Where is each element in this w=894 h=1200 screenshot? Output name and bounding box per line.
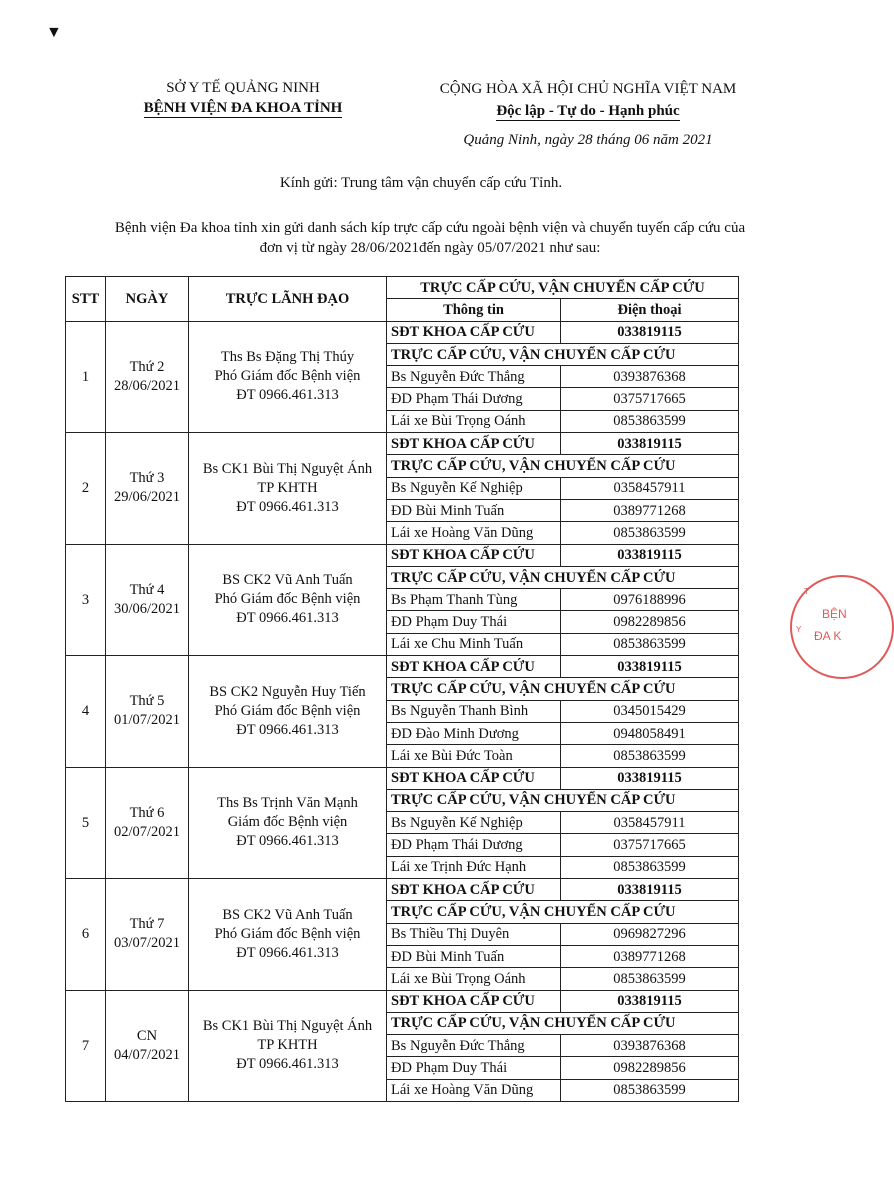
recipient-line: Kính gửi: Trung tâm vận chuyển cấp cứu Tỉnh. (279, 175, 563, 191)
hospital-name: BỆNH VIỆN ĐA KHOA TỈNH (143, 100, 343, 116)
leader-title: TP KHTH (257, 479, 318, 496)
doctor-name: Bs Nguyễn Kế Nghiệp (387, 477, 561, 499)
hotline-number: 033819115 (561, 544, 739, 566)
doctor-name: Bs Nguyễn Thanh Bình (387, 700, 561, 722)
duty-group-label: TRỰC CẤP CỨU, VẬN CHUYỂN CẤP CỨU (387, 901, 739, 923)
row-day (106, 656, 189, 767)
leader-phone: ĐT 0966.461.313 (236, 387, 339, 404)
driver-name: Lái xe Bùi Trọng Oánh (387, 410, 561, 432)
row-weekday: Thứ 5 (129, 693, 165, 710)
leader-phone: ĐT 0966.461.313 (236, 833, 339, 850)
col-group-header: TRỰC CẤP CỨU, VẬN CHUYỂN CẤP CỨU (387, 277, 739, 299)
row-stt: 1 (66, 321, 106, 432)
col-day-header: NGÀY (106, 277, 189, 322)
row-day (106, 879, 189, 990)
row-weekday: Thứ 4 (129, 581, 165, 598)
row-leader (189, 656, 387, 767)
nurse-name: ĐD Phạm Duy Thái (387, 1057, 561, 1079)
doctor-name: Bs Thiều Thị Duyên (387, 923, 561, 945)
leader-name: BS CK2 Nguyễn Huy Tiến (209, 683, 366, 700)
nurse-name: ĐD Phạm Duy Thái (387, 611, 561, 633)
duty-group-label: TRỰC CẤP CỨU, VẬN CHUYỂN CẤP CỨU (387, 566, 739, 588)
driver-phone: 0853863599 (561, 745, 739, 767)
row-date: 02/07/2021 (113, 823, 181, 840)
hotline-label: SĐT KHOA CẤP CỨU (387, 990, 561, 1012)
row-day (106, 433, 189, 544)
stamp-text-1: BỆN (822, 607, 847, 621)
duty-schedule-table (65, 276, 739, 1102)
row-leader (189, 767, 387, 878)
leader-title: Phó Giám đốc Bệnh viện (214, 368, 361, 385)
doctor-name: Bs Nguyễn Kế Nghiệp (387, 812, 561, 834)
row-stt: 5 (66, 767, 106, 878)
motto: Độc lập - Tự do - Hạnh phúc (496, 103, 680, 119)
driver-phone: 0853863599 (561, 410, 739, 432)
duty-group-label: TRỰC CẤP CỨU, VẬN CHUYỂN CẤP CỨU (387, 789, 739, 811)
intro-line-2: đơn vị từ ngày 28/06/2021đến ngày 05/07/2021 như sau: (259, 240, 601, 256)
table-row (66, 433, 739, 455)
doctor-phone: 0393876368 (561, 1035, 739, 1057)
nurse-phone: 0389771268 (561, 945, 739, 967)
doctor-phone: 0358457911 (561, 812, 739, 834)
row-date: 01/07/2021 (113, 712, 181, 729)
hotline-number: 033819115 (561, 433, 739, 455)
row-date: 04/07/2021 (113, 1046, 181, 1063)
table-row (66, 990, 739, 1012)
row-date: 30/06/2021 (113, 600, 181, 617)
duty-group-label: TRỰC CẤP CỨU, VẬN CHUYỂN CẤP CỨU (387, 455, 739, 477)
hotline-number: 033819115 (561, 656, 739, 678)
doctor-phone: 0969827296 (561, 923, 739, 945)
hotline-number: 033819115 (561, 767, 739, 789)
row-stt: 2 (66, 433, 106, 544)
nurse-name: ĐD Phạm Thái Dương (387, 834, 561, 856)
leader-title: TP KHTH (257, 1037, 318, 1054)
driver-name: Lái xe Hoàng Văn Dũng (387, 522, 561, 544)
nurse-name: ĐD Bùi Minh Tuấn (387, 945, 561, 967)
row-date: 03/07/2021 (113, 935, 181, 952)
driver-name: Lái xe Bùi Đức Toàn (387, 745, 561, 767)
doctor-phone: 0976188996 (561, 589, 739, 611)
row-weekday: Thứ 3 (129, 470, 165, 487)
leader-title: Giám đốc Bệnh viện (227, 814, 348, 831)
row-leader (189, 879, 387, 990)
nurse-phone: 0982289856 (561, 611, 739, 633)
leader-name: Ths Bs Trịnh Văn Mạnh (217, 795, 358, 812)
table-row (66, 879, 739, 901)
hotline-number: 033819115 (561, 990, 739, 1012)
doctor-phone: 0358457911 (561, 477, 739, 499)
nurse-name: ĐD Đào Minh Dương (387, 722, 561, 744)
leader-phone: ĐT 0966.461.313 (236, 498, 339, 515)
table-row (66, 544, 739, 566)
row-date: 29/06/2021 (113, 489, 181, 506)
issuer-header (118, 78, 368, 118)
row-date: 28/06/2021 (113, 377, 181, 394)
leader-title: Phó Giám đốc Bệnh viện (214, 702, 361, 719)
hotline-label: SĐT KHOA CẤP CỨU (387, 544, 561, 566)
row-leader (189, 990, 387, 1101)
row-weekday: Thứ 2 (129, 358, 165, 375)
row-weekday: CN (136, 1027, 158, 1044)
driver-phone: 0853863599 (561, 968, 739, 990)
doctor-name: Bs Nguyễn Đức Thắng (387, 1035, 561, 1057)
driver-phone: 0853863599 (561, 1079, 739, 1101)
col-stt-header: STT (66, 277, 106, 322)
row-leader (189, 433, 387, 544)
driver-name: Lái xe Hoàng Văn Dũng (387, 1079, 561, 1101)
intro-line-1: Bệnh viện Đa khoa tỉnh xin gửi danh sách kíp trực cấp cứu ngoài bệnh viện và chuyển tuyến cấp cứu của (114, 220, 746, 236)
hotline-label: SĐT KHOA CẤP CỨU (387, 321, 561, 343)
leader-title: Phó Giám đốc Bệnh viện (214, 591, 361, 608)
duty-group-label: TRỰC CẤP CỨU, VẬN CHUYỂN CẤP CỨU (387, 343, 739, 365)
row-stt: 3 (66, 544, 106, 655)
row-weekday: Thứ 6 (129, 804, 165, 821)
intro-paragraph (70, 218, 790, 258)
hotline-label: SĐT KHOA CẤP CỨU (387, 656, 561, 678)
table-row (66, 321, 739, 343)
row-stt: 6 (66, 879, 106, 990)
hotline-number: 033819115 (561, 879, 739, 901)
col-phone-header: Điện thoại (561, 299, 739, 321)
country-name: CỘNG HÒA XÃ HỘI CHỦ NGHĨA VIỆT NAM (439, 81, 737, 97)
duty-group-label: TRỰC CẤP CỨU, VẬN CHUYỂN CẤP CỨU (387, 678, 739, 700)
nurse-phone: 0948058491 (561, 722, 739, 744)
driver-phone: 0853863599 (561, 633, 739, 655)
hotline-label: SĐT KHOA CẤP CỨU (387, 767, 561, 789)
doctor-name: Bs Phạm Thanh Tùng (387, 589, 561, 611)
row-day (106, 544, 189, 655)
driver-name: Lái xe Bùi Trọng Oánh (387, 968, 561, 990)
nurse-name: ĐD Phạm Thái Dương (387, 388, 561, 410)
driver-name: Lái xe Trịnh Đức Hạnh (387, 856, 561, 878)
dept-name: SỞ Y TẾ QUẢNG NINH (166, 80, 320, 96)
doctor-phone: 0345015429 (561, 700, 739, 722)
row-leader (189, 321, 387, 432)
nurse-phone: 0389771268 (561, 499, 739, 521)
nurse-phone: 0375717665 (561, 834, 739, 856)
stamp-letter-t: T (804, 587, 809, 596)
stamp-letter-y: Y (796, 625, 802, 634)
col-info-header: Thông tin (387, 299, 561, 321)
leader-name: Bs CK1 Bùi Thị Nguyệt Ánh (202, 1018, 373, 1035)
row-day (106, 990, 189, 1101)
leader-name: BS CK2 Vũ Anh Tuấn (222, 906, 353, 923)
hotline-number: 033819115 (561, 321, 739, 343)
row-day (106, 767, 189, 878)
leader-phone: ĐT 0966.461.313 (236, 1056, 339, 1073)
national-header (408, 78, 768, 122)
leader-phone: ĐT 0966.461.313 (236, 610, 339, 627)
leader-title: Phó Giám đốc Bệnh viện (214, 925, 361, 942)
driver-name: Lái xe Chu Minh Tuấn (387, 633, 561, 655)
nurse-name: ĐD Bùi Minh Tuấn (387, 499, 561, 521)
leader-phone: ĐT 0966.461.313 (236, 721, 339, 738)
leader-name: Bs CK1 Bùi Thị Nguyệt Ánh (202, 460, 373, 477)
driver-phone: 0853863599 (561, 522, 739, 544)
row-stt: 7 (66, 990, 106, 1101)
leader-phone: ĐT 0966.461.313 (236, 944, 339, 961)
row-weekday: Thứ 7 (129, 916, 165, 933)
doctor-phone: 0393876368 (561, 366, 739, 388)
leader-name: Ths Bs Đặng Thị Thúy (220, 349, 355, 366)
col-lead-header: TRỰC LÃNH ĐẠO (189, 277, 387, 322)
red-stamp (790, 575, 894, 679)
row-leader (189, 544, 387, 655)
nurse-phone: 0375717665 (561, 388, 739, 410)
doctor-name: Bs Nguyễn Đức Thắng (387, 366, 561, 388)
date-line: Quảng Ninh, ngày 28 tháng 06 năm 2021 (463, 132, 713, 148)
hotline-label: SĐT KHOA CẤP CỨU (387, 879, 561, 901)
leader-name: BS CK2 Vũ Anh Tuấn (222, 572, 353, 589)
row-stt: 4 (66, 656, 106, 767)
duty-group-label: TRỰC CẤP CỨU, VẬN CHUYỂN CẤP CỨU (387, 1012, 739, 1034)
table-header-row (66, 277, 739, 299)
corner-mark: ▼ (46, 24, 62, 41)
table-row (66, 656, 739, 678)
driver-phone: 0853863599 (561, 856, 739, 878)
row-day (106, 321, 189, 432)
table-row (66, 767, 739, 789)
hotline-label: SĐT KHOA CẤP CỨU (387, 433, 561, 455)
stamp-text-2: ĐA K (814, 629, 842, 643)
nurse-phone: 0982289856 (561, 1057, 739, 1079)
